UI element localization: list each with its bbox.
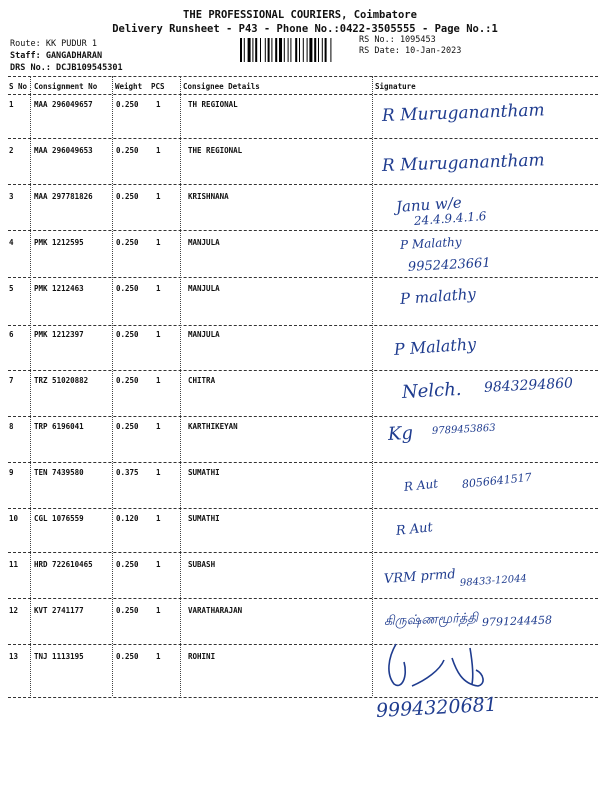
pieces-count: 1	[156, 652, 161, 661]
weight-value: 0.250	[116, 376, 139, 385]
recipient-handwritten-note: 9789453863	[431, 422, 496, 437]
weight-value: 0.250	[116, 560, 139, 569]
row-divider	[8, 697, 598, 698]
pieces-count: 1	[156, 330, 161, 339]
pieces-count: 1	[156, 100, 161, 109]
consignment-number: TEN 7439580	[34, 468, 84, 477]
row-sno: 7	[9, 376, 14, 385]
weight-value: 0.250	[116, 284, 139, 293]
pieces-count: 1	[156, 560, 161, 569]
consignment-number: MAA 296049657	[34, 100, 93, 109]
row-divider	[8, 552, 598, 553]
row-sno: 4	[9, 238, 14, 247]
recipient-signature: Nelch.	[401, 378, 463, 403]
row-sno: 11	[9, 560, 19, 569]
row-divider	[8, 416, 598, 417]
recipient-signature: P malathy	[399, 284, 477, 308]
barcode-image	[240, 38, 352, 62]
staff-label: Staff: GANGADHARAN	[10, 51, 103, 61]
consignee-name: SUMATHI	[188, 514, 220, 523]
weight-value: 0.250	[116, 422, 139, 431]
consignee-name: MANJULA	[188, 238, 220, 247]
recipient-handwritten-note: 24.4.9.4.1.6	[413, 208, 487, 228]
consignee-name: VARATHARAJAN	[188, 606, 243, 615]
consignee-name: SUMATHI	[188, 468, 220, 477]
consignment-number: CGL 1076559	[34, 514, 84, 523]
recipient-signature: R Muruganantham	[381, 150, 545, 176]
row-sno: 3	[9, 192, 14, 201]
pieces-count: 1	[156, 376, 161, 385]
consignee-name: CHITRA	[188, 376, 216, 385]
runsheet-subtitle: Delivery Runsheet - P43 - Phone No.:0422-3505555 - Page No.:1	[112, 23, 498, 35]
rs-date: RS Date: 10-Jan-2023	[359, 46, 462, 56]
weight-value: 0.120	[116, 514, 139, 523]
row-divider	[8, 184, 598, 185]
consignment-number: MAA 296049653	[34, 146, 93, 155]
consignment-number: PMK 1212595	[34, 238, 84, 247]
signature-scribble-icon	[382, 640, 492, 690]
row-sno: 10	[9, 514, 19, 523]
recipient-handwritten-note: 9952423661	[407, 255, 491, 275]
row-sno: 12	[9, 606, 19, 615]
row-divider	[8, 508, 598, 509]
row-divider	[8, 325, 598, 326]
recipient-handwritten-note: 8056641517	[461, 470, 533, 491]
column-header-pcs: PCS	[151, 82, 165, 91]
pieces-count: 1	[156, 238, 161, 247]
weight-value: 0.250	[116, 238, 139, 247]
weight-value: 0.250	[116, 606, 139, 615]
row-sno: 8	[9, 422, 14, 431]
recipient-handwritten-note: 9843294860	[483, 375, 574, 396]
consignment-number: TRZ 51020882	[34, 376, 89, 385]
consignee-name: ROHINI	[188, 652, 216, 661]
row-sno: 6	[9, 330, 14, 339]
row-divider	[8, 230, 598, 231]
recipient-signature: R Aut	[395, 520, 434, 539]
recipient-signature: R Aut	[403, 476, 439, 494]
column-divider	[372, 76, 373, 696]
weight-value: 0.250	[116, 146, 139, 155]
recipient-signature: Janu w/e	[395, 193, 463, 216]
recipient-handwritten-note: 9994320681	[375, 693, 498, 722]
pieces-count: 1	[156, 422, 161, 431]
consignee-name: MANJULA	[188, 284, 220, 293]
consignment-number: TNJ 1113195	[34, 652, 84, 661]
row-sno: 13	[9, 652, 19, 661]
row-sno: 1	[9, 100, 14, 109]
recipient-signature: P Malathy	[393, 334, 477, 359]
recipient-signature: Kg	[387, 422, 414, 445]
consignee-name: SUBASH	[188, 560, 216, 569]
route-label: Route: KK PUDUR 1	[10, 39, 97, 49]
row-divider	[8, 138, 598, 139]
consignment-number: PMK 1212397	[34, 330, 84, 339]
pieces-count: 1	[156, 284, 161, 293]
weight-value: 0.250	[116, 652, 139, 661]
column-header-consignee: Consignee Details	[183, 82, 260, 91]
header-bottom-rule	[8, 94, 598, 95]
consignment-number: TRP 6196041	[34, 422, 84, 431]
row-divider	[8, 598, 598, 599]
consignment-number: KVT 2741177	[34, 606, 84, 615]
weight-value: 0.250	[116, 100, 139, 109]
recipient-handwritten-note: 9791244458	[481, 613, 553, 629]
pieces-count: 1	[156, 606, 161, 615]
column-divider	[112, 76, 113, 696]
column-divider	[30, 76, 31, 696]
consignee-name: MANJULA	[188, 330, 220, 339]
column-divider	[180, 76, 181, 696]
recipient-signature: VRM prmd	[383, 567, 457, 587]
consignee-name: THE REGIONAL	[188, 146, 243, 155]
row-divider	[8, 644, 598, 645]
row-sno: 5	[9, 284, 14, 293]
row-sno: 9	[9, 468, 14, 477]
document-title: THE PROFESSIONAL COURIERS, Coimbatore	[183, 9, 417, 21]
column-header-consignment: Consignment No	[34, 82, 98, 91]
row-divider	[8, 462, 598, 463]
pieces-count: 1	[156, 468, 161, 477]
consignee-name: KRISHNANA	[188, 192, 229, 201]
recipient-handwritten-note: 98433-12044	[459, 573, 528, 589]
weight-value: 0.375	[116, 468, 139, 477]
row-divider	[8, 277, 598, 278]
weight-value: 0.250	[116, 330, 139, 339]
weight-value: 0.250	[116, 192, 139, 201]
consignment-number: PMK 1212463	[34, 284, 84, 293]
column-header-weight: Weight	[115, 82, 143, 91]
consignment-number: MAA 297781826	[34, 192, 93, 201]
column-header-sno: S No	[9, 82, 28, 91]
pieces-count: 1	[156, 514, 161, 523]
recipient-signature: கிருஷ்ணமூர்த்தி	[383, 610, 479, 629]
recipient-signature: R Muruganantham	[381, 100, 545, 126]
header-top-rule	[8, 76, 598, 77]
row-divider	[8, 370, 598, 371]
pieces-count: 1	[156, 146, 161, 155]
consignment-number: HRD 722610465	[34, 560, 93, 569]
consignee-name: TH REGIONAL	[188, 100, 238, 109]
consignee-name: KARTHIKEYAN	[188, 422, 238, 431]
recipient-signature: P Malathy	[399, 234, 462, 252]
pieces-count: 1	[156, 192, 161, 201]
row-sno: 2	[9, 146, 14, 155]
rs-number: RS No.: 1095453	[359, 35, 436, 45]
column-header-signature: Signature	[375, 82, 416, 91]
drs-number: DRS No.: DCJB109545301	[10, 63, 123, 73]
